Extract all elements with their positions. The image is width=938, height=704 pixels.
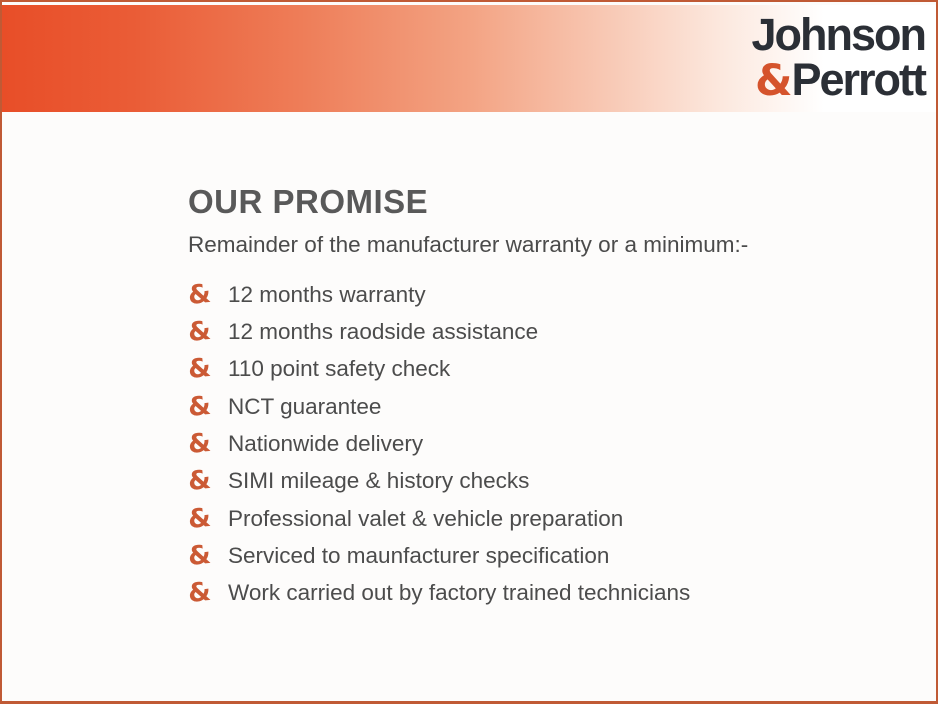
logo-line2	[752, 54, 926, 106]
ampersand-bullet-icon: &	[186, 465, 213, 498]
ampersand-bullet-icon: &	[186, 577, 213, 610]
list-item-label: 12 months raodside assistance	[228, 319, 539, 345]
brand-logo	[751, 9, 926, 106]
list-item-label: 110 point safety check	[228, 356, 451, 382]
ampersand-bullet-icon: &	[186, 539, 213, 573]
ampersand-bullet-icon: &	[186, 502, 213, 535]
list-item	[186, 351, 690, 388]
list-item	[186, 313, 690, 350]
page-title: OUR PROMISE	[188, 183, 429, 220]
list-item-label: Professional valet & vehicle preparation	[228, 505, 624, 531]
list-item-label: SIMI mileage & history checks	[228, 468, 530, 494]
list-item-label: Work carried out by factory trained technicians	[228, 580, 691, 606]
list-item	[186, 388, 690, 425]
list-item	[186, 575, 690, 612]
list-item-label: 12 months warranty	[228, 281, 426, 307]
ampersand-bullet-icon: &	[186, 353, 213, 386]
ampersand-bullet-icon: &	[186, 427, 213, 461]
list-item	[186, 425, 690, 462]
logo-wordmark-johnson: Johnson	[751, 9, 925, 60]
logo-wordmark-perrott: Perrott	[791, 54, 925, 105]
list-item-label: NCT guarantee	[228, 393, 382, 419]
ampersand-bullet-icon: &	[186, 390, 213, 423]
list-item	[186, 537, 690, 574]
promise-subtitle: Remainder of the manufacturer warranty or a minimum:-	[188, 232, 749, 257]
logo-line1	[751, 9, 926, 60]
ampersand-bullet-icon: &	[186, 278, 213, 311]
list-item	[186, 500, 690, 537]
promise-list	[186, 276, 690, 612]
list-item	[186, 276, 690, 313]
list-item-label: Serviced to maunfacturer specification	[228, 543, 610, 569]
ampersand-bullet-icon: &	[186, 315, 213, 349]
logo-ampersand-icon: &	[754, 56, 792, 106]
list-item	[186, 463, 690, 500]
list-item-label: Nationwide delivery	[228, 431, 424, 457]
